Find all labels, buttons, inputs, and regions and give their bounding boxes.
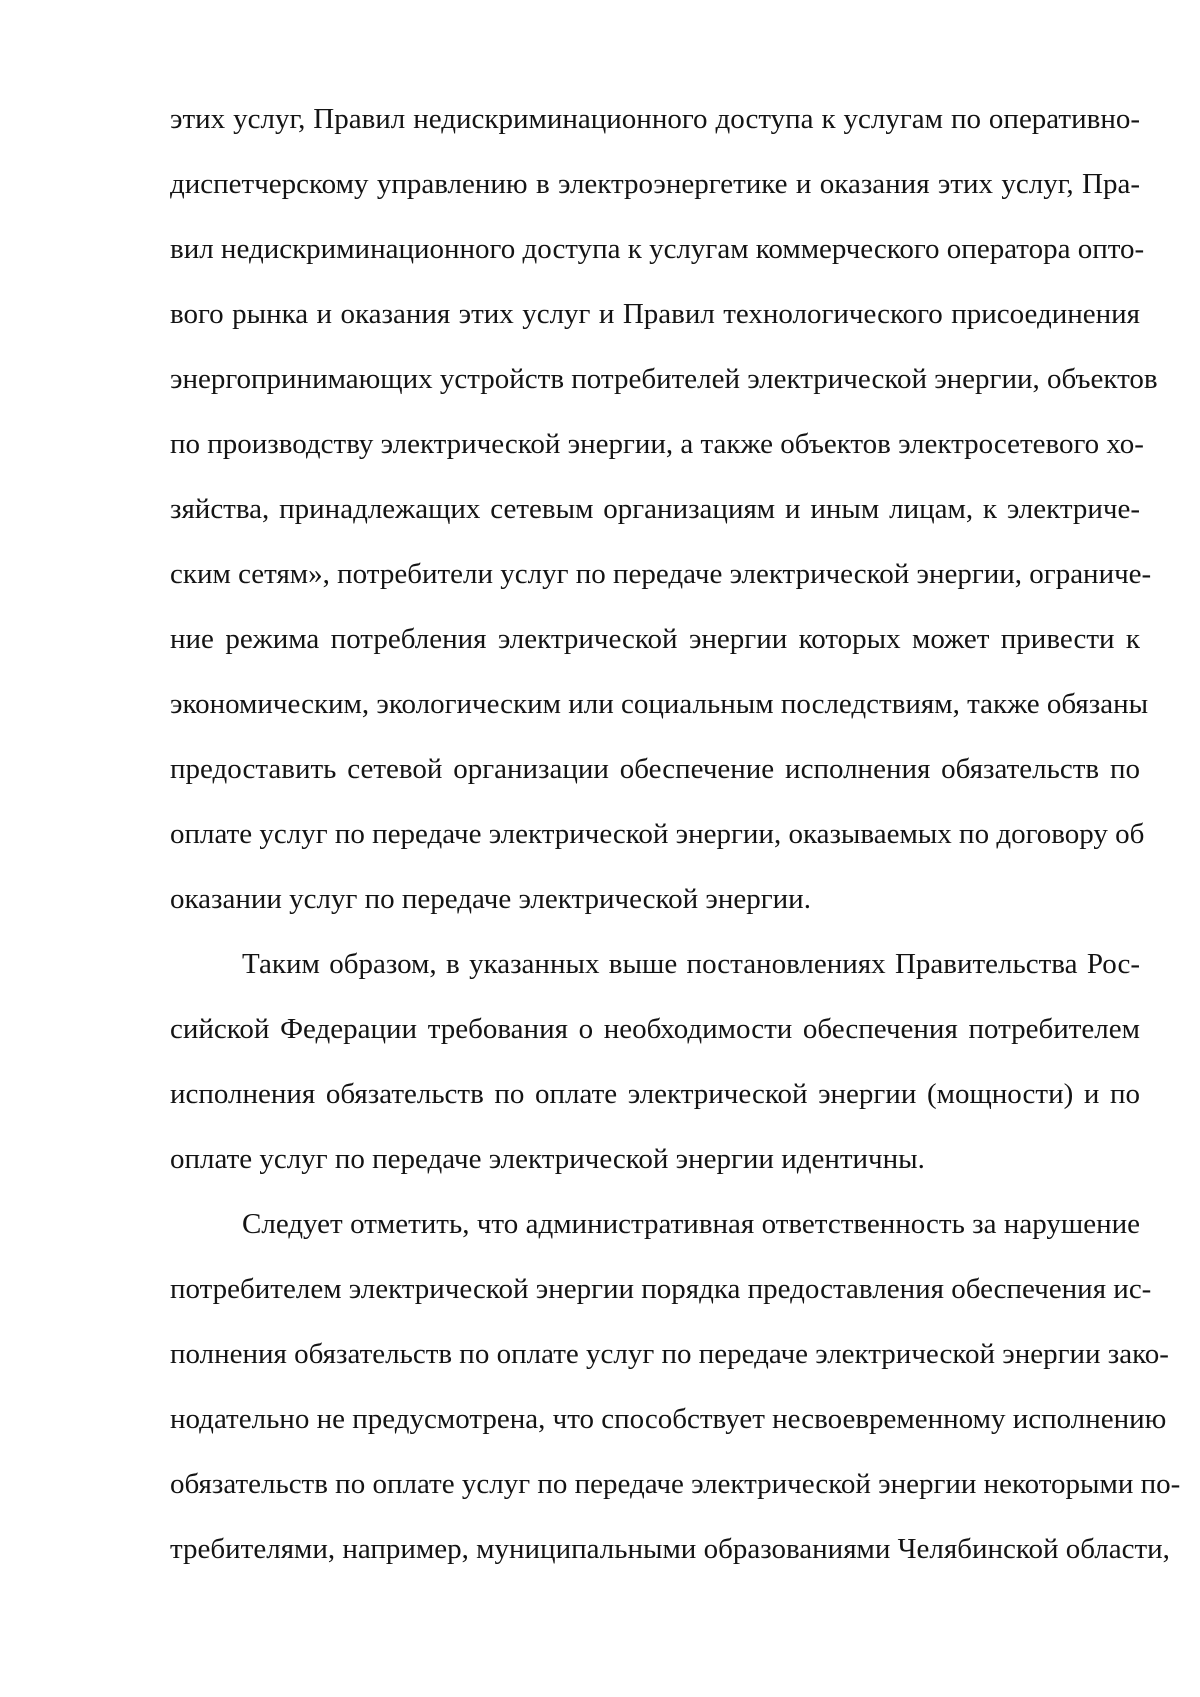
text-line: ние режима потребления электрической энергии которых может привести к bbox=[170, 623, 1140, 655]
text-line: этих услуг, Правил недискриминационного доступа к услугам по оперативно- bbox=[170, 103, 1140, 135]
text-line: нодательно не предусмотрена, что способствует несвоевременному исполнению bbox=[170, 1403, 1167, 1435]
paragraph-last-line: оказании услуг по передаче электрической энергии. bbox=[170, 883, 811, 915]
paragraph-first-line: Таким образом, в указанных выше постановлениях Правительства Рос- bbox=[242, 948, 1140, 980]
paragraph-first-line: Следует отметить, что административная ответственность за нарушение bbox=[242, 1208, 1140, 1240]
text-line: обязательств по оплате услуг по передаче электрической энергии некоторыми по- bbox=[170, 1468, 1181, 1500]
text-line: зяйства, принадлежащих сетевым организациям и иным лицам, к электриче- bbox=[170, 493, 1140, 525]
text-line: экономическим, экологическим или социальным последствиям, также обязаны bbox=[170, 688, 1149, 720]
text-line: требителями, например, муниципальными образованиями Челябинской области, bbox=[170, 1533, 1170, 1565]
text-line: полнения обязательств по оплате услуг по передаче электрической энергии зако- bbox=[170, 1338, 1169, 1370]
text-line: вил недискриминационного доступа к услугам коммерческого оператора опто- bbox=[170, 233, 1145, 265]
text-line: потребителем электрической энергии порядка предоставления обеспечения ис- bbox=[170, 1273, 1152, 1305]
text-line: предоставить сетевой организации обеспечение исполнения обязательств по bbox=[170, 753, 1140, 785]
body-text bbox=[170, 101, 1181, 1596]
text-line: диспетчерскому управлению в электроэнергетике и оказания этих услуг, Пра- bbox=[170, 168, 1140, 200]
paragraph-last-line: оплате услуг по передаче электрической энергии идентичны. bbox=[170, 1143, 925, 1175]
text-line: ским сетям», потребители услуг по передаче электрической энергии, ограниче- bbox=[170, 558, 1152, 590]
text-line: сийской Федерации требования о необходимости обеспечения потребителем bbox=[170, 1013, 1140, 1045]
text-line: исполнения обязательств по оплате электрической энергии (мощности) и по bbox=[170, 1078, 1140, 1110]
text-line: оплате услуг по передаче электрической энергии, оказываемых по договору об bbox=[170, 818, 1145, 850]
text-line: по производству электрической энергии, а также объектов электросетевого хо- bbox=[170, 428, 1144, 460]
text-line: энергопринимающих устройств потребителей электрической энергии, объектов bbox=[170, 363, 1158, 395]
text-line: вого рынка и оказания этих услуг и Правил технологического присоединения bbox=[170, 298, 1140, 330]
